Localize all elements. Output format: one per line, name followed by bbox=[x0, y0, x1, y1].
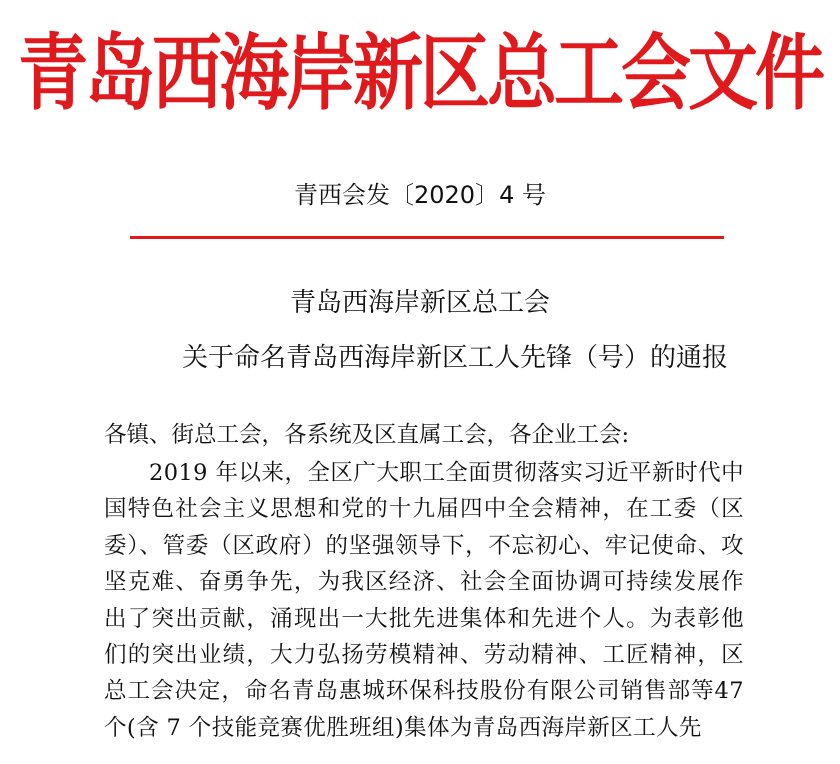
notice-title-subject: 关于命名青岛西海岸新区工人先锋（号）的通报 bbox=[182, 343, 729, 373]
document-masthead-title: 青岛西海岸新区总工会文件 bbox=[18, 24, 822, 122]
notice-title-issuer: 青岛西海岸新区总工会 bbox=[289, 288, 550, 318]
red-divider-line bbox=[130, 236, 724, 239]
notice-body-paragraph: 2019 年以来，全区广大职工全面贯彻落实习近平新时代中国特色社会主义思想和党的十九届四中全会精神，在工委（区委）、管委（区政府）的坚强领导下，不忘初心、牢记使命、攻坚克难、奋勇争先，为我区经济、社会全面协调可持续发展作出了突出贡献，涌现出一大批先进集体和先进个人。为表彰他们的突出业绩，大力弘扬劳模精神、劳动精神、工匠精神，区总工会决定，命名青岛惠城环保科技股份有限公司销售部等47 个(含 7 个技能竞赛优胜班组)集体为青岛西海岸新区工人先 bbox=[104, 460, 744, 741]
document-number: 青西会发〔2020〕4 号 bbox=[294, 181, 546, 209]
notice-salutation: 各镇、街总工会，各系统及区直属工会，各企业工会: bbox=[104, 422, 630, 448]
